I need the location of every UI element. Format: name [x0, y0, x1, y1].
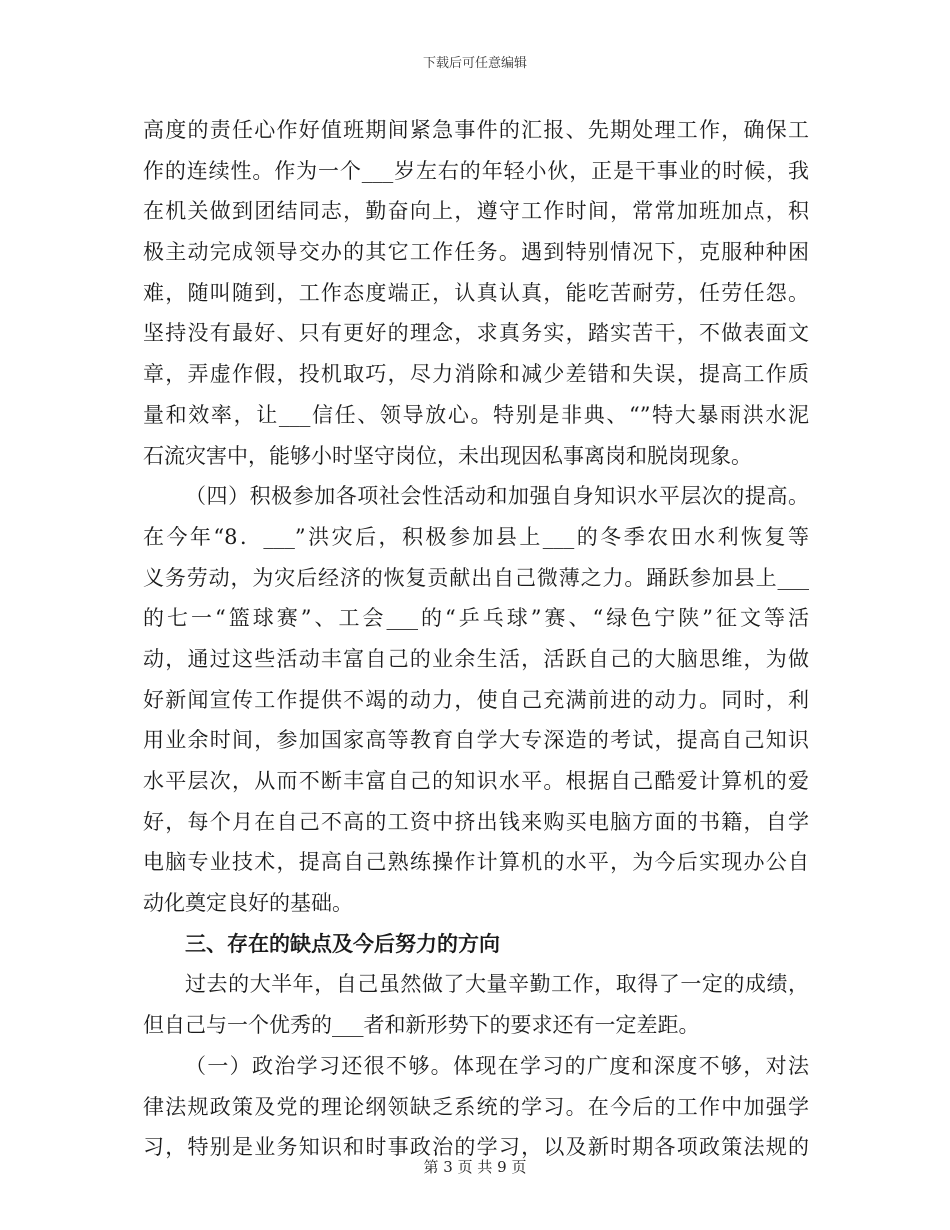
text-line: 好，每个月在自己不高的工资中挤出钱来购买电脑方面的书籍，自学	[143, 809, 809, 834]
text-line: 坚持没有最好、只有更好的理念，求真务实，踏实苦干，不做表面文	[143, 321, 809, 346]
text-line: 高度的责任心作好值班期间紧急事件的汇报、先期处理工作，确保工	[143, 118, 809, 142]
text-line: 作的连续性。作为一个___岁左右的年轻小伙，正是干事业的时候，我	[143, 158, 809, 183]
text-line: 难，随叫随到，工作态度端正，认真认真，能吃苦耐劳，任劳任怨。	[143, 280, 809, 305]
text-line: 律法规政策及党的理论纲领缺乏系统的学习。在今后的工作中加强学	[143, 1094, 809, 1119]
text-line: 电脑专业技术，提高自己熟练操作计算机的水平，为今后实现办公自	[143, 850, 809, 875]
document-body	[143, 110, 809, 1168]
text-line: 石流灾害中，能够小时坚守岗位，未出现因私事离岗和脱岗现象。	[143, 443, 752, 468]
text-line: 在今年“8．___”洪灾后，积极参加县上___的冬季农田水利恢复等	[143, 524, 809, 549]
text-line: 在机关做到团结同志，勤奋向上，遵守工作时间，常常加班加点，积	[143, 199, 809, 224]
text-line: 动化奠定良好的基础。	[143, 891, 353, 916]
text-line: 好新闻宣传工作提供不竭的动力，使自己充满前进的动力。同时，利	[143, 687, 809, 712]
text-line: 章，弄虚作假，投机取巧，尽力消除和减少差错和失误，提高工作质	[143, 362, 809, 387]
text-line: 用业余时间，参加国家高等教育自学大专深造的考试，提高自己知识	[143, 728, 809, 753]
section-heading: 三、存在的缺点及今后努力的方向	[185, 930, 500, 956]
page-footer: 第 3 页 共 9 页	[423, 1158, 527, 1176]
text-line: 动，通过这些活动丰富自己的业余生活，活跃自己的大脑思维，为做	[143, 646, 809, 671]
text-line: 的七一“篮球赛”、工会___的“乒乓球”赛、“绿色宁陕”征文等活	[143, 606, 809, 631]
text-line: 水平层次，从而不断丰富自己的知识水平。根据自己酷爱计算机的爱	[143, 769, 809, 793]
page-header: 下载后可任意编辑	[422, 56, 527, 71]
paragraph-start-line: （一）政治学习还很不够。体现在学习的广度和深度不够，对法	[185, 1053, 809, 1078]
text-line: 量和效率，让___信任、领导放心。特别是非典、“”特大暴雨洪水泥	[143, 402, 809, 427]
paragraph-start-line: （四）积极参加各项社会性活动和加强自身知识水平层次的提高。	[185, 484, 809, 509]
text-line: 习，特别是业务知识和时事政治的学习，以及新时期各项政策法规的	[143, 1135, 809, 1160]
text-line: 但自己与一个优秀的___者和新形势下的要求还有一定差距。	[143, 1013, 700, 1038]
paragraph-start-line: 过去的大半年，自己虽然做了大量辛勤工作，取得了一定的成绩，	[185, 972, 809, 997]
text-line: 义务劳动，为灾后经济的恢复贡献出自己微薄之力。踊跃参加县上___	[143, 565, 809, 590]
text-line: 极主动完成领导交办的其它工作任务。遇到特别情况下，克服种种困	[143, 240, 809, 265]
